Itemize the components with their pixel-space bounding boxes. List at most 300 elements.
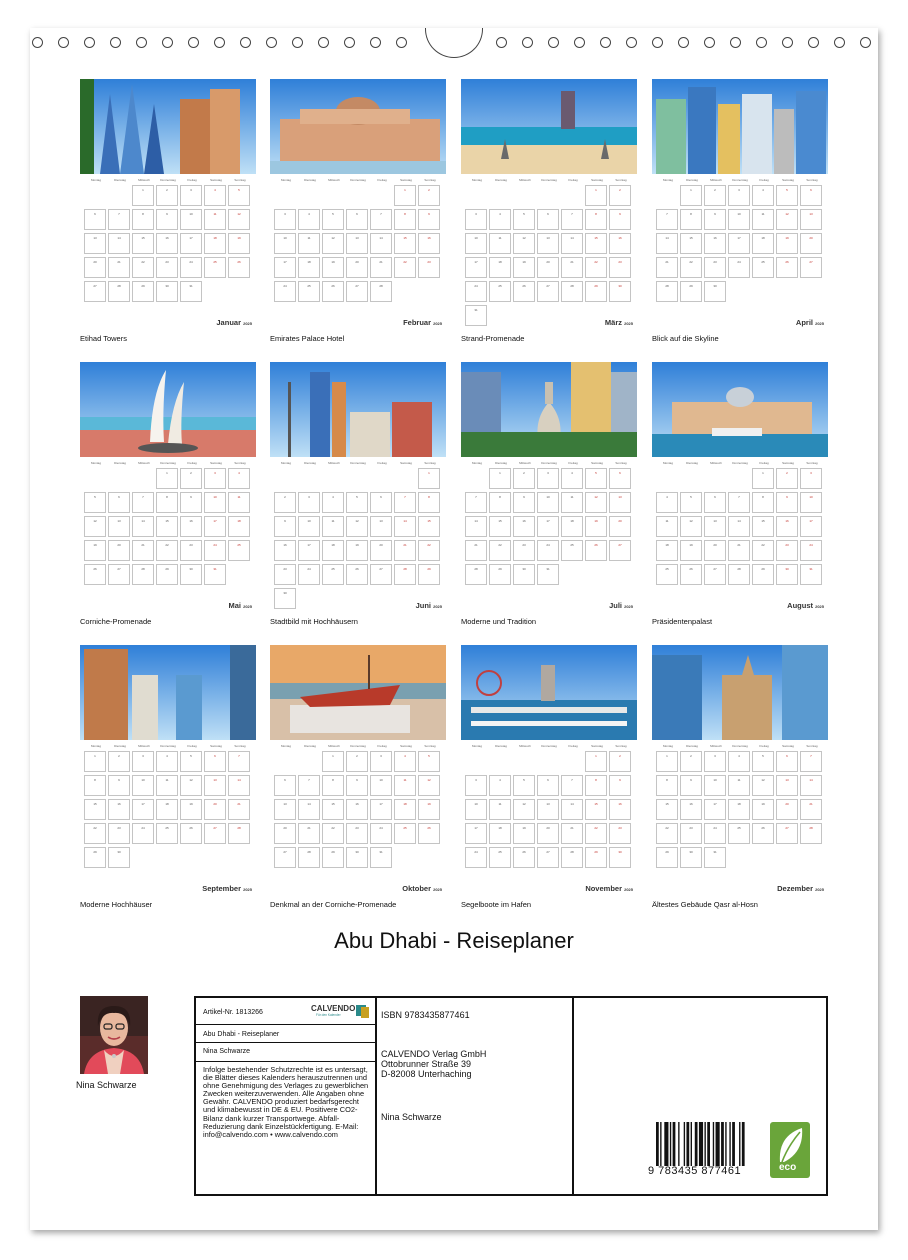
day-cell: 28	[394, 564, 416, 585]
day-cell: 6	[776, 751, 798, 772]
day-cell: 20	[776, 799, 798, 820]
day-cell: 20	[537, 823, 559, 844]
weekday-label: Samstag	[400, 744, 412, 748]
weekday-label: Donnerstag	[732, 744, 748, 748]
day-cell: 11	[656, 516, 678, 537]
day-cell: 14	[370, 233, 392, 254]
weekday-header	[84, 744, 252, 750]
day-cell: 6	[537, 209, 559, 230]
day-cell: 2	[609, 185, 631, 206]
day-cell: 6	[609, 468, 631, 489]
day-cell: 10	[800, 492, 822, 513]
day-cell: 12	[346, 516, 368, 537]
month-year: 2025	[243, 887, 252, 892]
weekday-label: Sonntag	[234, 178, 246, 182]
day-cell: 18	[561, 516, 583, 537]
day-cell: 25	[752, 257, 774, 278]
isbn: ISBN 9783435877461	[381, 1010, 470, 1020]
day-cell: 30	[108, 847, 130, 868]
binding-ring	[730, 37, 741, 48]
day-cell: 23	[704, 257, 726, 278]
day-cell: 17	[465, 257, 487, 278]
weekday-label: Mittwoch	[328, 178, 340, 182]
day-cell: 27	[537, 281, 559, 302]
binding-ring	[600, 37, 611, 48]
day-cell: 19	[680, 540, 702, 561]
weekday-label: Sonntag	[615, 744, 627, 748]
day-cell: 5	[180, 751, 202, 772]
day-cell: 5	[776, 185, 798, 206]
photo-caption: Moderne und Tradition	[461, 617, 537, 626]
photo-caption: Blick auf die Skyline	[652, 334, 719, 343]
month-label: Dezember	[777, 884, 813, 893]
day-cell: 30	[680, 847, 702, 868]
day-cell: 13	[537, 233, 559, 254]
day-cell: 19	[228, 233, 250, 254]
weekday-label: Sonntag	[234, 461, 246, 465]
day-cell: 15	[418, 516, 440, 537]
day-cell: 13	[537, 799, 559, 820]
day-cell: 23	[513, 540, 535, 561]
day-cell: 3	[370, 751, 392, 772]
day-cell: 6	[704, 492, 726, 513]
day-cell: 11	[489, 799, 511, 820]
info-author: Nina Schwarze	[203, 1048, 251, 1055]
day-cell: 3	[537, 468, 559, 489]
day-cell: 2	[346, 751, 368, 772]
month-label: Februar	[403, 318, 431, 327]
day-cell: 1	[132, 185, 154, 206]
day-cell: 8	[156, 492, 178, 513]
day-cell: 23	[680, 823, 702, 844]
weekday-header	[84, 178, 252, 184]
day-cell: 24	[537, 540, 559, 561]
month-name	[605, 318, 633, 327]
weekday-label: Montag	[471, 178, 482, 182]
day-cell: 27	[704, 564, 726, 585]
day-cell: 2	[609, 751, 631, 772]
month-11	[461, 645, 637, 915]
day-cell: 15	[680, 233, 702, 254]
day-cell: 27	[346, 281, 368, 302]
day-cell: 8	[489, 492, 511, 513]
day-cell: 21	[800, 799, 822, 820]
day-cell: 20	[274, 823, 296, 844]
day-cell: 1	[322, 751, 344, 772]
day-cell: 31	[180, 281, 202, 302]
day-cell: 14	[656, 233, 678, 254]
weekday-label: Montag	[90, 461, 101, 465]
day-cell: 22	[585, 823, 607, 844]
day-cell: 28	[298, 847, 320, 868]
day-cell: 17	[465, 823, 487, 844]
weekday-label: Mittwoch	[710, 178, 722, 182]
day-cell: 22	[489, 540, 511, 561]
day-cell: 9	[776, 492, 798, 513]
binding-ring	[240, 37, 251, 48]
day-cell: 5	[680, 492, 702, 513]
day-cell: 27	[274, 847, 296, 868]
day-cell: 23	[609, 823, 631, 844]
month-photo	[270, 362, 446, 457]
day-cell: 27	[776, 823, 798, 844]
weekday-label: Freitag	[568, 178, 578, 182]
day-cell: 16	[156, 233, 178, 254]
photo-caption: Strand-Promenade	[461, 334, 525, 343]
day-cell: 25	[489, 281, 511, 302]
day-cell: 21	[465, 540, 487, 561]
weekday-label: Samstag	[400, 461, 412, 465]
day-cell: 6	[274, 775, 296, 796]
day-cell: 18	[204, 233, 226, 254]
binding-ring	[110, 37, 121, 48]
day-cell: 4	[752, 185, 774, 206]
weekday-header	[274, 461, 442, 467]
day-cell: 28	[132, 564, 154, 585]
day-cell: 4	[156, 751, 178, 772]
month-year: 2025	[624, 887, 633, 892]
weekday-header	[274, 744, 442, 750]
day-cell: 17	[180, 233, 202, 254]
weekday-label: Freitag	[377, 461, 387, 465]
day-cell: 1	[585, 751, 607, 772]
day-cell: 9	[680, 775, 702, 796]
day-cell: 19	[322, 257, 344, 278]
day-cell: 14	[561, 233, 583, 254]
day-cell: 19	[180, 799, 202, 820]
photo-caption: Corniche-Promenade	[80, 617, 152, 626]
month-year: 2025	[624, 321, 633, 326]
day-cell: 13	[108, 516, 130, 537]
binding-ring	[548, 37, 559, 48]
weekday-label: Samstag	[591, 744, 603, 748]
day-cell: 19	[418, 799, 440, 820]
day-cell: 7	[656, 209, 678, 230]
day-cell: 2	[156, 185, 178, 206]
day-cell: 12	[776, 209, 798, 230]
binding-ring	[266, 37, 277, 48]
day-cell: 17	[274, 257, 296, 278]
weekday-label: Dienstag	[686, 178, 698, 182]
day-cell: 3	[465, 775, 487, 796]
weekday-label: Mittwoch	[710, 744, 722, 748]
weekday-label: Samstag	[782, 461, 794, 465]
day-cell: 1	[84, 751, 106, 772]
day-cell: 8	[132, 209, 154, 230]
day-cell: 23	[346, 823, 368, 844]
day-cell: 4	[204, 185, 226, 206]
day-cell: 13	[346, 233, 368, 254]
weekday-label: Samstag	[782, 178, 794, 182]
weekday-label: Freitag	[377, 178, 387, 182]
day-cell: 18	[298, 257, 320, 278]
binding-ring	[626, 37, 637, 48]
month-photo	[461, 362, 637, 457]
day-cell: 28	[228, 823, 250, 844]
day-cell: 7	[465, 492, 487, 513]
day-cell: 21	[656, 257, 678, 278]
publisher-line-3: D-82008 Unterhaching	[381, 1069, 472, 1079]
day-cell: 14	[298, 799, 320, 820]
day-cell: 25	[394, 823, 416, 844]
month-1	[80, 79, 256, 349]
weekday-label: Mittwoch	[519, 744, 531, 748]
day-cell: 8	[585, 209, 607, 230]
day-cell: 9	[513, 492, 535, 513]
day-cell: 2	[704, 185, 726, 206]
month-12	[652, 645, 828, 915]
day-cell: 21	[370, 257, 392, 278]
binding-ring	[318, 37, 329, 48]
day-cell: 16	[513, 516, 535, 537]
day-cell: 11	[204, 209, 226, 230]
day-cell: 11	[752, 209, 774, 230]
day-cell: 26	[680, 564, 702, 585]
day-cell: 12	[180, 775, 202, 796]
publisher-info-box	[194, 996, 828, 1196]
day-cell: 26	[346, 564, 368, 585]
day-cell: 9	[418, 209, 440, 230]
day-cell: 3	[132, 751, 154, 772]
photo-caption: Präsidentenpalast	[652, 617, 713, 626]
day-cell: 15	[489, 516, 511, 537]
day-cell: 16	[704, 233, 726, 254]
day-cell: 23	[609, 257, 631, 278]
day-cell: 4	[298, 209, 320, 230]
day-cell: 3	[465, 209, 487, 230]
weekday-label: Samstag	[591, 178, 603, 182]
day-cell: 16	[609, 233, 631, 254]
weekday-label: Sonntag	[424, 178, 436, 182]
day-cell: 25	[228, 540, 250, 561]
eco-label: eco	[779, 1162, 797, 1173]
day-cell: 11	[156, 775, 178, 796]
day-cell: 27	[204, 823, 226, 844]
day-cell: 31	[370, 847, 392, 868]
day-cell: 24	[800, 540, 822, 561]
weekday-label: Donnerstag	[350, 178, 366, 182]
weekday-label: Mittwoch	[710, 461, 722, 465]
day-cell: 14	[394, 516, 416, 537]
day-cell: 8	[394, 209, 416, 230]
day-cell: 22	[132, 257, 154, 278]
weekday-label: Mittwoch	[138, 461, 150, 465]
weekday-label: Sonntag	[806, 744, 818, 748]
month-photo	[270, 645, 446, 740]
day-cell: 4	[489, 209, 511, 230]
day-cell: 9	[274, 516, 296, 537]
day-cell: 9	[108, 775, 130, 796]
month-photo	[270, 79, 446, 174]
day-cell: 31	[204, 564, 226, 585]
day-cell: 29	[680, 281, 702, 302]
day-cell: 29	[132, 281, 154, 302]
day-cell: 19	[776, 233, 798, 254]
month-year: 2025	[815, 604, 824, 609]
day-cell: 26	[513, 847, 535, 868]
day-cell: 21	[394, 540, 416, 561]
weekday-label: Freitag	[187, 461, 197, 465]
day-cell: 26	[84, 564, 106, 585]
day-cell: 22	[585, 257, 607, 278]
weekday-label: Dienstag	[304, 461, 316, 465]
day-cell: 25	[728, 823, 750, 844]
weekday-label: Montag	[471, 461, 482, 465]
day-cell: 1	[156, 468, 178, 489]
weekday-label: Dienstag	[686, 744, 698, 748]
weekday-label: Donnerstag	[160, 461, 176, 465]
weekday-label: Freitag	[187, 744, 197, 748]
weekday-header	[84, 461, 252, 467]
day-cell: 3	[728, 185, 750, 206]
day-cell: 25	[298, 281, 320, 302]
day-cell: 6	[108, 492, 130, 513]
day-cell: 29	[489, 564, 511, 585]
day-cell: 5	[228, 185, 250, 206]
day-cell: 19	[752, 799, 774, 820]
day-cell: 2	[776, 468, 798, 489]
day-cell: 4	[489, 775, 511, 796]
day-cell: 13	[776, 775, 798, 796]
weekday-header	[656, 178, 824, 184]
weekday-label: Sonntag	[806, 178, 818, 182]
day-cell: 13	[800, 209, 822, 230]
author-name: Nina Schwarze	[76, 1080, 137, 1090]
day-cell: 10	[180, 209, 202, 230]
day-cell: 5	[346, 492, 368, 513]
day-cell: 29	[585, 847, 607, 868]
day-cell: 27	[537, 847, 559, 868]
weekday-label: Donnerstag	[350, 744, 366, 748]
day-cell: 16	[609, 799, 631, 820]
day-cell: 5	[418, 751, 440, 772]
day-cell: 21	[561, 257, 583, 278]
weekday-label: Mittwoch	[328, 744, 340, 748]
calendar-title: Abu Dhabi - Reiseplaner	[334, 928, 574, 953]
binding-ring	[756, 37, 767, 48]
day-cell: 28	[465, 564, 487, 585]
weekday-label: Montag	[280, 744, 291, 748]
day-cell: 20	[537, 257, 559, 278]
binding-ring	[574, 37, 585, 48]
day-cell: 9	[609, 775, 631, 796]
day-cell: 1	[680, 185, 702, 206]
weekday-label: Montag	[662, 744, 673, 748]
month-9	[80, 645, 256, 915]
weekday-label: Samstag	[591, 461, 603, 465]
day-cell: 25	[204, 257, 226, 278]
day-cell: 9	[156, 209, 178, 230]
day-cell: 21	[298, 823, 320, 844]
weekday-label: Dienstag	[495, 461, 507, 465]
weekday-label: Freitag	[187, 178, 197, 182]
month-5	[80, 362, 256, 632]
day-cell: 17	[728, 233, 750, 254]
article-number: Artikel-Nr. 1813266	[203, 1009, 263, 1016]
photo-caption: Ältestes Gebäude Qasr al-Hosn	[652, 900, 758, 909]
day-cell: 21	[561, 823, 583, 844]
month-label: September	[202, 884, 241, 893]
day-cell: 17	[800, 516, 822, 537]
binding-ring	[704, 37, 715, 48]
day-cell: 12	[585, 492, 607, 513]
day-cell: 9	[180, 492, 202, 513]
month-name	[787, 601, 824, 610]
day-cell: 28	[561, 847, 583, 868]
day-cell: 19	[585, 516, 607, 537]
day-cell: 24	[204, 540, 226, 561]
day-cell: 18	[156, 799, 178, 820]
photo-caption: Segelboote im Hafen	[461, 900, 532, 909]
day-cell: 9	[704, 209, 726, 230]
day-cell: 22	[752, 540, 774, 561]
info-column-barcode	[574, 998, 826, 1194]
weekday-label: Mittwoch	[138, 178, 150, 182]
weekday-label: Donnerstag	[160, 178, 176, 182]
day-cell: 13	[609, 492, 631, 513]
weekday-label: Mittwoch	[328, 461, 340, 465]
month-name	[216, 318, 252, 327]
month-photo	[461, 79, 637, 174]
day-cell: 2	[180, 468, 202, 489]
day-cell: 25	[561, 540, 583, 561]
day-cell: 28	[561, 281, 583, 302]
day-cell: 12	[322, 233, 344, 254]
day-cell: 13	[84, 233, 106, 254]
day-cell: 30	[274, 588, 296, 609]
day-cell: 30	[513, 564, 535, 585]
weekday-header	[656, 461, 824, 467]
day-cell: 23	[156, 257, 178, 278]
day-cell: 17	[704, 799, 726, 820]
month-year: 2025	[433, 321, 442, 326]
weekday-label: Montag	[280, 461, 291, 465]
day-cell: 2	[418, 185, 440, 206]
weekday-label: Montag	[662, 178, 673, 182]
day-cell: 21	[228, 799, 250, 820]
binding-ring	[188, 37, 199, 48]
day-cell: 13	[370, 516, 392, 537]
day-cell: 18	[322, 540, 344, 561]
photo-caption: Denkmal an der Corniche-Promenade	[270, 900, 397, 909]
month-name	[796, 318, 824, 327]
weekday-label: Donnerstag	[350, 461, 366, 465]
month-label: April	[795, 318, 813, 327]
weekday-label: Samstag	[210, 178, 222, 182]
day-cell: 23	[108, 823, 130, 844]
binding-ring	[652, 37, 663, 48]
day-cell: 27	[609, 540, 631, 561]
barcode-number: 9 783435 877461	[648, 1165, 742, 1177]
month-year: 2025	[243, 321, 252, 326]
month-year: 2025	[815, 321, 824, 326]
binding-ring	[214, 37, 225, 48]
weekday-header	[465, 744, 633, 750]
day-cell: 12	[680, 516, 702, 537]
day-cell: 15	[132, 233, 154, 254]
day-cell: 12	[84, 516, 106, 537]
binding-ring	[32, 37, 43, 48]
day-cell: 28	[800, 823, 822, 844]
author-photo	[80, 996, 148, 1074]
day-cell: 7	[800, 751, 822, 772]
day-cell: 30	[776, 564, 798, 585]
weekday-label: Freitag	[759, 744, 769, 748]
day-cell: 7	[132, 492, 154, 513]
month-photo	[461, 645, 637, 740]
day-cell: 11	[561, 492, 583, 513]
day-cell: 18	[728, 799, 750, 820]
